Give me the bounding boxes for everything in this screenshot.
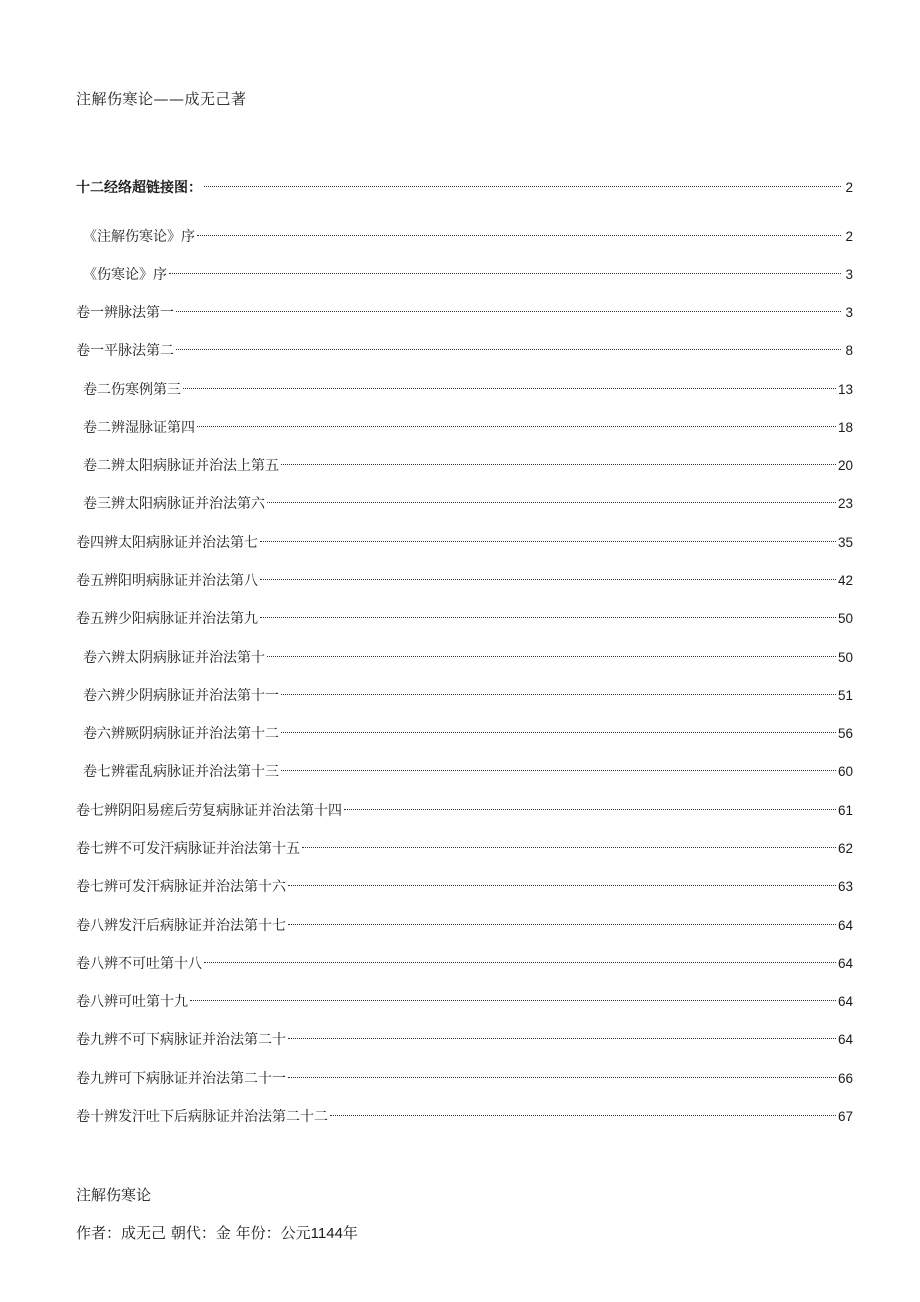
- toc-entry-label: 卷二伤寒例第三: [83, 382, 181, 398]
- toc-entry-label: 卷二辨太阳病脉证并治法上第五: [83, 458, 279, 474]
- toc-leader-dots: [197, 235, 841, 236]
- toc-entry-label: 卷十辨发汗吐下后病脉证并治法第二十二: [76, 1109, 328, 1125]
- toc-entry-label: 卷二辨湿脉证第四: [83, 420, 195, 436]
- toc-entry-page: 60: [837, 764, 853, 779]
- toc-entry-page: 64: [837, 956, 853, 971]
- toc-entry-page: 61: [837, 803, 853, 818]
- toc-leader-dots: [330, 1115, 836, 1116]
- toc-entry-page: 2: [845, 180, 853, 195]
- toc-entry-page: 64: [837, 994, 853, 1009]
- toc-entry-label: 卷七辨霍乱病脉证并治法第十三: [83, 764, 279, 780]
- toc-entry-page: 50: [837, 650, 853, 665]
- toc-entry-label: 卷九辨可下病脉证并治法第二十一: [76, 1071, 286, 1087]
- toc-entry-page: 35: [837, 535, 853, 550]
- year-value: 1144: [310, 1225, 343, 1242]
- toc-entry-page: 64: [837, 1032, 853, 1047]
- toc-entry[interactable]: [76, 990, 853, 1014]
- toc-leader-dots: [281, 694, 836, 695]
- toc-entry-label: 卷一平脉法第二: [76, 343, 174, 359]
- toc-entry-page: 13: [837, 382, 853, 397]
- toc-entry-label: 卷六辨厥阴病脉证并治法第十二: [83, 726, 279, 742]
- toc-leader-dots: [302, 847, 836, 848]
- toc-leader-dots: [288, 1077, 836, 1078]
- toc-entry[interactable]: [76, 301, 853, 325]
- toc-entry-page: 2: [845, 229, 853, 244]
- toc-entry-label: 卷一辨脉法第一: [76, 305, 174, 321]
- toc-leader-dots: [176, 349, 841, 350]
- toc-entry[interactable]: [76, 875, 853, 899]
- toc-entry[interactable]: [76, 799, 853, 823]
- toc-leader-dots: [183, 388, 836, 389]
- toc-entry[interactable]: [76, 378, 853, 402]
- toc-entry-page: 20: [837, 458, 853, 473]
- toc-entry[interactable]: [76, 263, 853, 287]
- toc-leader-dots: [288, 1038, 836, 1039]
- toc-leader-dots: [169, 273, 841, 274]
- toc-entry[interactable]: [76, 952, 853, 976]
- toc-entry-label: 卷三辨太阳病脉证并治法第六: [83, 496, 265, 512]
- toc-leader-dots: [197, 426, 836, 427]
- toc-entry-label: 卷八辨不可吐第十八: [76, 956, 202, 972]
- toc-leader-dots: [288, 924, 836, 925]
- toc-leader-dots: [204, 186, 841, 187]
- toc-entry-label: 《伤寒论》序: [83, 267, 167, 283]
- toc-leader-dots: [260, 541, 836, 542]
- toc-entry-label: 卷八辨可吐第十九: [76, 994, 188, 1010]
- toc-entry-label: 十二经络超链接图：: [76, 180, 202, 196]
- book-metadata: [76, 1222, 358, 1243]
- toc-entry[interactable]: [76, 1067, 853, 1091]
- toc-leader-dots: [176, 311, 841, 312]
- toc-entry-label: 《注解伤寒论》序: [83, 229, 195, 245]
- toc-entry[interactable]: [76, 225, 853, 249]
- toc-entry-label: 卷六辨太阴病脉证并治法第十: [83, 650, 265, 666]
- toc-entry[interactable]: [76, 914, 853, 938]
- toc-entry-page: 23: [837, 496, 853, 511]
- toc-entry-label: 卷八辨发汗后病脉证并治法第十七: [76, 918, 286, 934]
- toc-entry-page: 18: [837, 420, 853, 435]
- toc-leader-dots: [267, 502, 836, 503]
- toc-entry-label: 卷五辨少阳病脉证并治法第九: [76, 611, 258, 627]
- toc-leader-dots: [267, 656, 836, 657]
- author-value: 成无己: [121, 1224, 167, 1242]
- toc-leader-dots: [288, 885, 836, 886]
- toc-entry[interactable]: [76, 646, 853, 670]
- toc-entry-page: 56: [837, 726, 853, 741]
- toc-entry[interactable]: [76, 837, 853, 861]
- toc-entry-page: 67: [837, 1109, 853, 1124]
- toc-entry-page: 8: [845, 343, 853, 358]
- toc-entry-label: 卷七辨不可发汗病脉证并治法第十五: [76, 841, 300, 857]
- toc-leader-dots: [281, 732, 836, 733]
- toc-entry-label: 卷九辨不可下病脉证并治法第二十: [76, 1032, 286, 1048]
- toc-entry-page: 63: [837, 879, 853, 894]
- toc-entry-page: 66: [837, 1071, 853, 1086]
- year-label: 年份：: [235, 1224, 281, 1242]
- toc-entry[interactable]: [76, 531, 853, 555]
- toc-entry-label: 卷六辨少阴病脉证并治法第十一: [83, 688, 279, 704]
- toc-leader-dots: [281, 770, 836, 771]
- toc-entry-page: 62: [837, 841, 853, 856]
- toc-entry[interactable]: [76, 1105, 853, 1129]
- toc-entry[interactable]: [76, 176, 853, 200]
- toc-entry[interactable]: [76, 569, 853, 593]
- toc-leader-dots: [190, 1000, 836, 1001]
- section-title: 注解伤寒论: [76, 1186, 152, 1204]
- toc-entry[interactable]: [76, 722, 853, 746]
- toc-leader-dots: [281, 464, 836, 465]
- toc-entry[interactable]: [76, 416, 853, 440]
- toc-entry[interactable]: [76, 339, 853, 363]
- author-label: 作者：: [76, 1224, 122, 1242]
- toc-entry[interactable]: [76, 454, 853, 478]
- toc-entry-page: 3: [845, 267, 853, 282]
- toc-entry-page: 51: [837, 688, 853, 703]
- page-title: 注解伤寒论——成无己著: [76, 90, 247, 108]
- year-prefix: 公元: [280, 1224, 311, 1242]
- dynasty-label: 朝代：: [170, 1224, 216, 1242]
- toc-leader-dots: [260, 579, 836, 580]
- toc-entry[interactable]: [76, 1028, 853, 1052]
- year-suffix: 年: [342, 1224, 358, 1242]
- toc-entry-page: 42: [837, 573, 853, 588]
- toc-entry-page: 64: [837, 918, 853, 933]
- toc-entry[interactable]: [76, 684, 853, 708]
- toc-leader-dots: [204, 962, 836, 963]
- toc-entry-label: 卷四辨太阳病脉证并治法第七: [76, 535, 258, 551]
- toc-entry[interactable]: [76, 760, 853, 784]
- dynasty-value: 金: [215, 1224, 231, 1242]
- toc-entry[interactable]: [76, 492, 853, 516]
- toc-entry-label: 卷七辨阴阳易瘥后劳复病脉证并治法第十四: [76, 803, 342, 819]
- toc-entry[interactable]: [76, 607, 853, 631]
- toc-leader-dots: [260, 617, 836, 618]
- toc-leader-dots: [344, 809, 836, 810]
- toc-entry-label: 卷七辨可发汗病脉证并治法第十六: [76, 879, 286, 895]
- toc-entry-page: 50: [837, 611, 853, 626]
- toc-entry-label: 卷五辨阳明病脉证并治法第八: [76, 573, 258, 589]
- toc-entry-page: 3: [845, 305, 853, 320]
